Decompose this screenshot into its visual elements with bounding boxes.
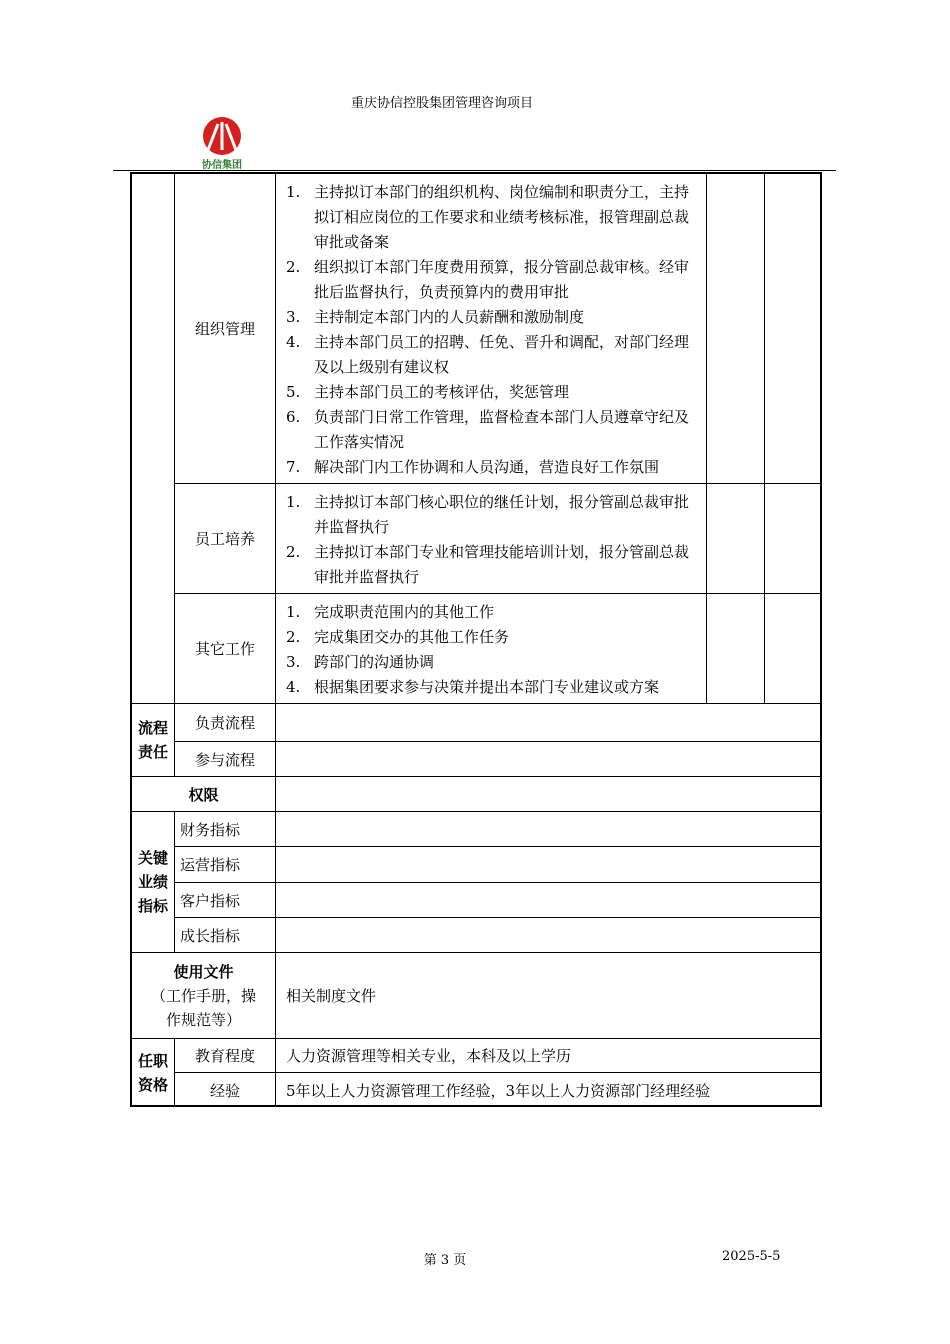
duty-list-other [276, 594, 707, 704]
process-participate-label: 参与流程 [175, 742, 276, 777]
duty-blank-cell [765, 594, 822, 704]
duty-item: 1. 完成职责范围内的其他工作 [286, 603, 495, 621]
kpi-financial-value [276, 812, 822, 847]
kpi-operations-label: 运营指标 [175, 847, 276, 883]
duty-item: 2. 组织拟订本部门年度费用预算，报分管副总裁审核。经审批后监督执行，负责预算内的费用审批 [286, 258, 690, 301]
duty-blank-cell [707, 174, 765, 484]
footer-date: 2025-5-5 [722, 1249, 781, 1264]
duty-category-org: 组织管理 [175, 174, 276, 484]
header-divider [113, 170, 836, 171]
education-value: 人力资源管理等相关专业，本科及以上学历 [276, 1039, 822, 1073]
duty-item: 7. 解决部门内工作协调和人员沟通，营造良好工作氛围 [286, 458, 660, 476]
duty-item: 5. 主持本部门员工的考核评估，奖惩管理 [286, 383, 570, 401]
kpi-operations-value [276, 847, 822, 883]
duty-blank-cell [765, 484, 822, 594]
experience-value: 5年以上人力资源管理工作经验，3年以上人力资源部门经理经验 [286, 1081, 711, 1100]
duty-category-other: 其它工作 [175, 594, 276, 704]
process-responsible-label: 负责流程 [175, 704, 276, 742]
process-participate-value [276, 742, 822, 777]
page-number: 第 3 页 [423, 1253, 467, 1268]
duty-blank-cell [765, 174, 822, 484]
duty-list-training [276, 484, 707, 594]
duty-item: 4. 根据集团要求参与决策并提出本部门专业建议或方案 [286, 678, 660, 696]
duty-blank-cell [707, 594, 765, 704]
kpi-customer-value [276, 883, 822, 918]
duty-item: 2. 完成集团交办的其他工作任务 [286, 628, 510, 646]
duty-list-org [276, 174, 707, 484]
kpi-section-label: 关键 业绩 指标 [132, 812, 175, 953]
qualification-section-label: 任职 资格 [132, 1039, 175, 1107]
duty-item: 2. 主持拟订本部门专业和管理技能培训计划，报分管副总裁审批并监督执行 [286, 543, 690, 586]
logo-text: 协信集团 [202, 160, 242, 171]
documents-value: 相关制度文件 [276, 953, 822, 1039]
experience-label: 经验 [175, 1073, 276, 1107]
duty-item: 6. 负责部门日常工作管理，监督检查本部门人员遵章守纪及工作落实情况 [286, 408, 690, 451]
duty-item: 3. 主持制定本部门内的人员薪酬和激励制度 [286, 308, 585, 326]
kpi-growth-label: 成长指标 [175, 918, 276, 953]
duty-item: 3. 跨部门的沟通协调 [286, 653, 435, 671]
duty-item: 4. 主持本部门员工的招聘、任免、晋升和调配，对部门经理及以上级别有建议权 [286, 333, 690, 376]
process-section-label: 流程 责任 [132, 704, 175, 777]
duty-blank-cell [707, 484, 765, 594]
job-description-table [130, 172, 822, 1107]
duty-item: 1. 主持拟订本部门的组织机构、岗位编制和职责分工，主持拟订相应岗位的工作要求和业绩考核标准，报管理副总裁审批或备案 [286, 183, 690, 251]
duties-side-column [132, 174, 175, 704]
duty-item: 1. 主持拟订本部门核心职位的继任计划，报分管副总裁审批并监督执行 [286, 493, 690, 536]
duty-category-training: 员工培养 [175, 484, 276, 594]
kpi-growth-value [276, 918, 822, 953]
kpi-financial-label: 财务指标 [175, 812, 276, 847]
process-responsible-value [276, 704, 822, 742]
authority-value [276, 777, 822, 812]
authority-label: 权限 [132, 777, 276, 812]
header-title: 重庆协信控股集团管理咨询项目 [350, 96, 533, 111]
kpi-customer-label: 客户指标 [175, 883, 276, 918]
documents-label: 使用文件 （工作手册，操 作规范等） [132, 953, 276, 1039]
education-label: 教育程度 [175, 1039, 276, 1073]
